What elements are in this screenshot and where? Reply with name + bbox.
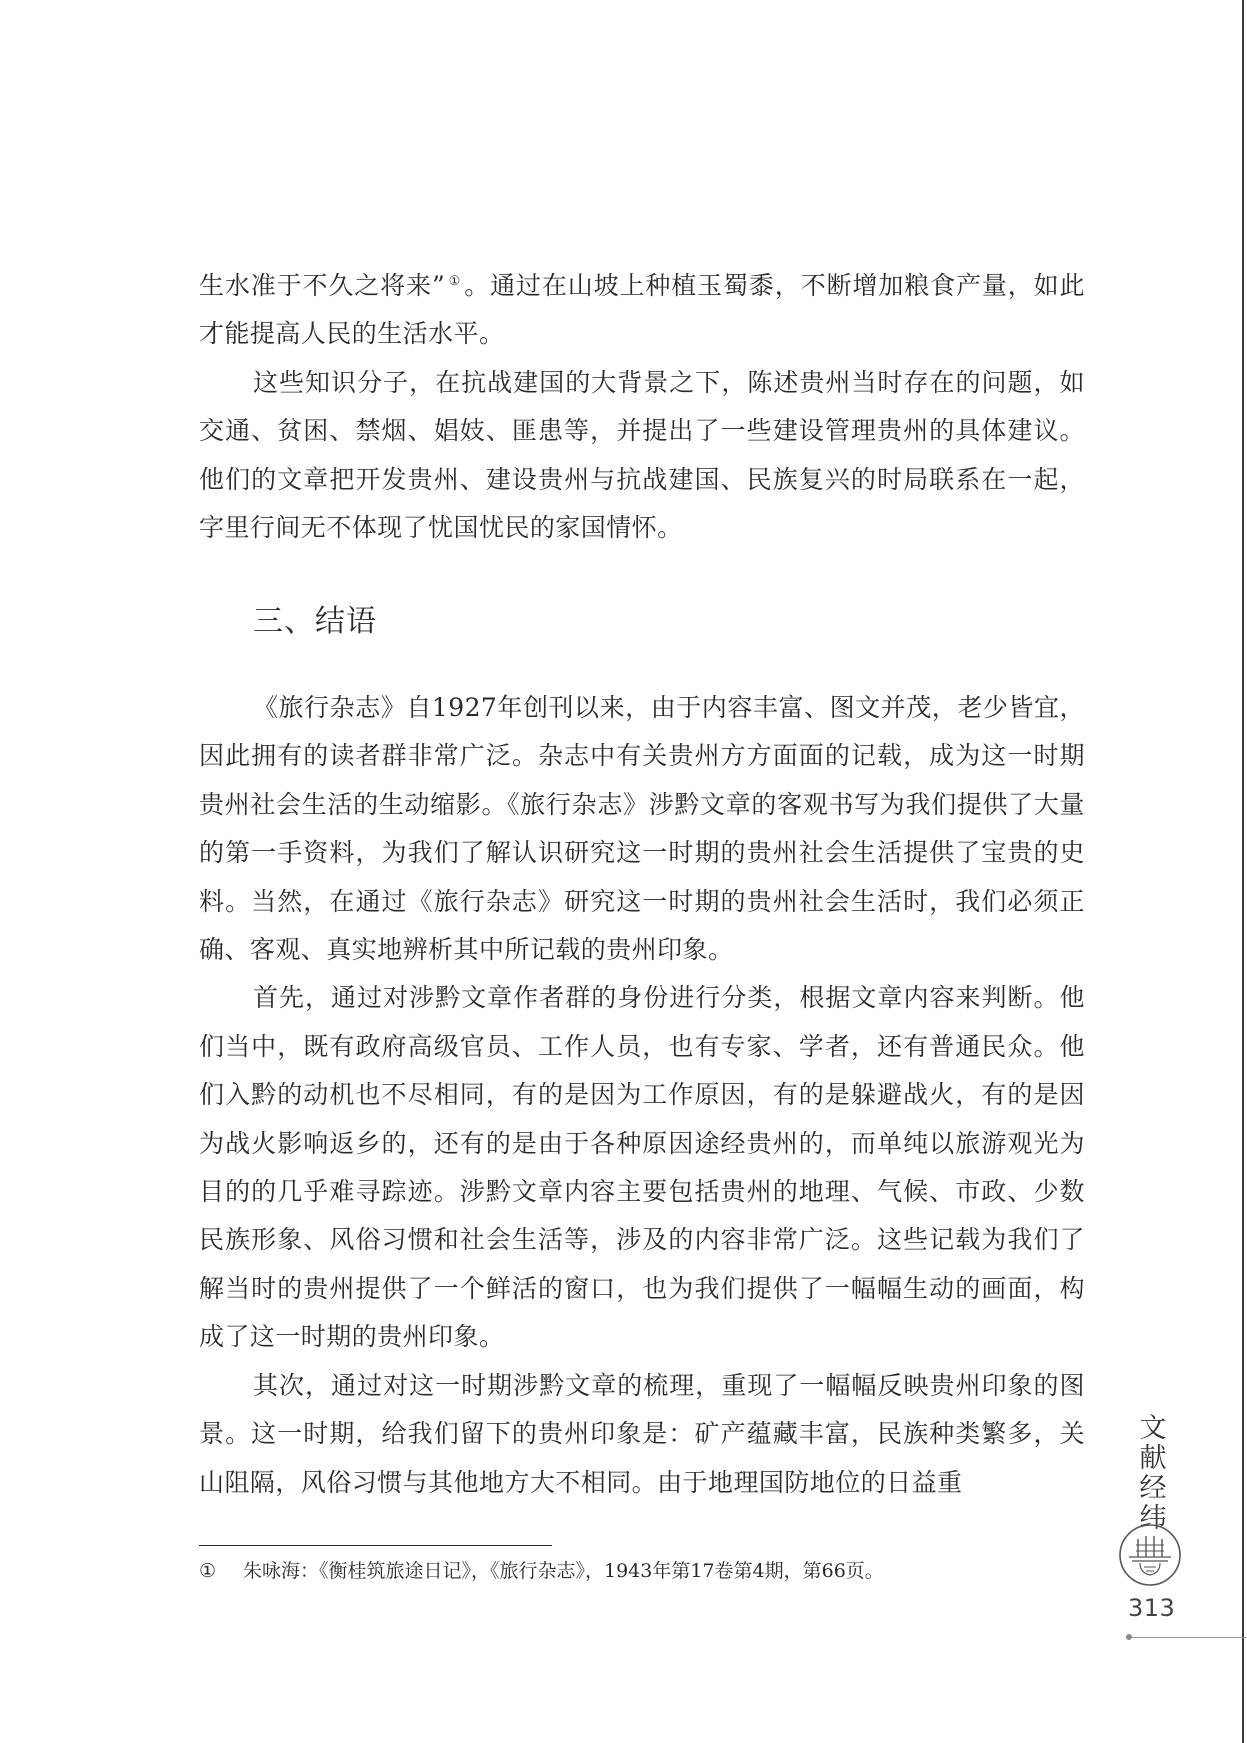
footnote-separator (199, 1545, 552, 1546)
paragraph-5: 其次，通过对这一时期涉黔文章的梳理，重现了一幅幅反映贵州印象的图景。这一时期，给我们留下的贵州印象是：矿产蕴藏丰富，民族种类繁多，关山阻隔，风俗习惯与其他地方大不相同。由于地理国防地位的日益重 (199, 1370, 1085, 1497)
footnote-marker: ① (199, 1560, 217, 1582)
column-title-char: 献 (1139, 1443, 1167, 1474)
page-number-rule (1128, 1637, 1247, 1638)
paragraph-2: 这些知识分子，在抗战建国的大背景之下，陈述贵州当时存在的问题，如交通、贫困、禁烟、娼妓、匪患等，并提出了一些建设管理贵州的具体建议。他们的文章把开发贵州、建设贵州与抗战建国、民族复兴的时局联系在一起，字里行间无不体现了忧国忧民的家国情怀。 (199, 367, 1085, 543)
paragraph-1-text-a: 生水准于不久之将来” (199, 271, 446, 300)
section-heading: 三、结语 (253, 604, 377, 639)
footnote-ref-marker[interactable]: ① (448, 273, 462, 289)
paragraph-3: 《旅行杂志》自1927年创刊以来，由于内容丰富、图文并茂，老少皆宜，因此拥有的读者群非常广泛。杂志中有关贵州方方面面的记载，成为这一时期贵州社会生活的生动缩影。《旅行杂志》涉黔文章的客观书写为我们提供了大量的第一手资料，为我们了解认识研究这一时期的贵州社会生活提供了宝贵的史料。当然，在通过《旅行杂志》研究这一时期的贵州社会生活时，我们必须正确、客观、真实地辨析其中所记载的贵州印象。 (199, 693, 1085, 965)
top-text-block (199, 262, 1085, 552)
footnote (199, 1556, 884, 1586)
page-number-dot (1126, 1634, 1132, 1640)
paragraph-1 (199, 262, 1085, 359)
column-title-char: 文 (1139, 1413, 1167, 1444)
column-title-vertical (1138, 1414, 1168, 1534)
paragraph-1-text-b: 。通过在山坡上种植玉蜀黍，不断增加粮食产量，如此才能提高人民的生活水平。 (199, 271, 1085, 349)
column-title-char: 纬 (1139, 1503, 1167, 1534)
bottom-text-block (199, 684, 1085, 1507)
column-emblem-icon (1118, 1523, 1182, 1587)
column-title-char: 经 (1139, 1473, 1167, 1504)
paragraph-4: 首先，通过对涉黔文章作者群的身份进行分类，根据文章内容来判断。他们当中，既有政府高级官员、工作人员，也有专家、学者，还有普通民众。他们入黔的动机也不尽相同，有的是因为工作原因，有的是躲避战火，有的是因为战火影响返乡的，还有的是由于各种原因途经贵州的，而单纯以旅游观光为目的的几乎难寻踪迹。涉黔文章内容主要包括贵州的地理、气候、市政、少数民族形象、风俗习惯和社会生活等，涉及的内容非常广泛。这些记载为我们了解当时的贵州提供了一个鲜活的窗口，也为我们提供了一幅幅生动的画面，构成了这一时期的贵州印象。 (199, 983, 1085, 1352)
page-number: 313 (1128, 1594, 1176, 1622)
footnote-text: 朱咏海：《衡桂筑旅途日记》，《旅行杂志》，1943年第17卷第4期，第66页。 (243, 1560, 884, 1582)
page-edge-line (1242, 0, 1244, 1743)
